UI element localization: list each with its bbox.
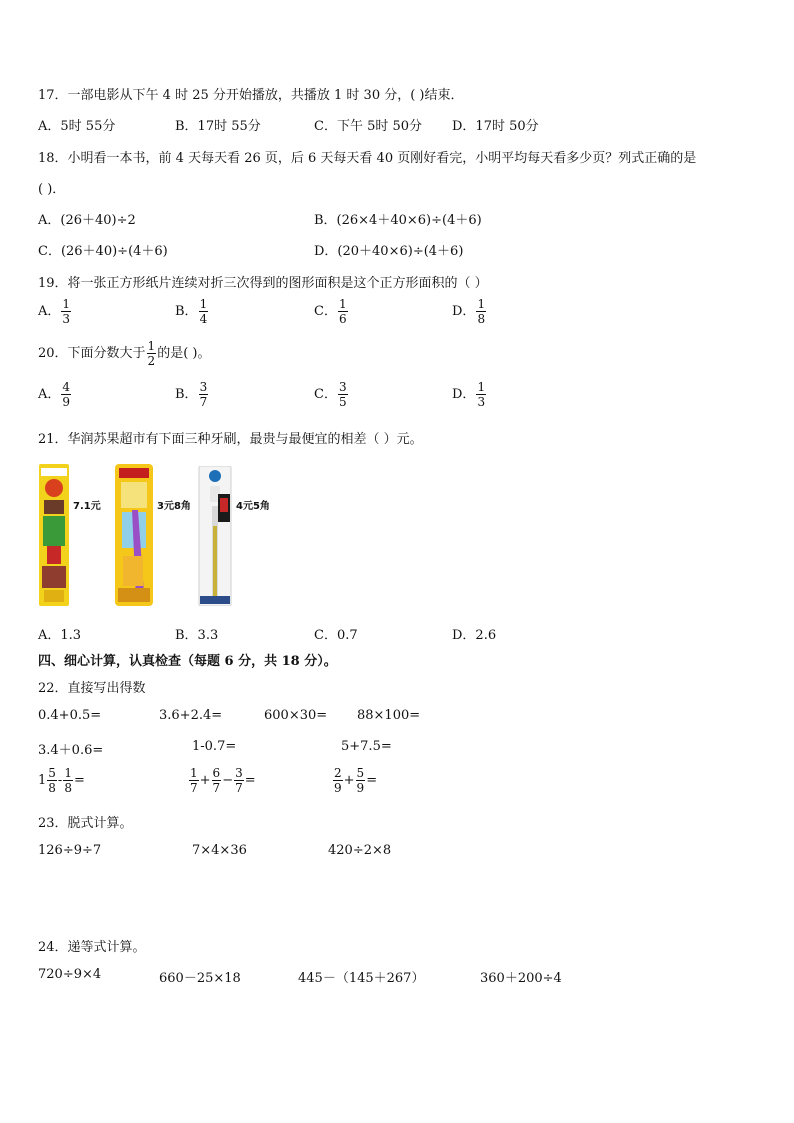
calc-item: 126÷9÷7 (38, 843, 102, 858)
toothbrush-package-2 (114, 464, 154, 606)
fraction (61, 381, 71, 408)
operator: − (222, 773, 234, 788)
numerator: 1 (62, 297, 71, 311)
q21-stem: 21．华润苏果超市有下面三种牙刷，最贵与最便宜的相差（ ）元。 (38, 432, 423, 447)
q19-option-d[interactable] (452, 298, 487, 325)
fraction (476, 298, 486, 325)
numerator: 1 (338, 297, 347, 311)
fraction (338, 381, 348, 408)
denominator: 7 (235, 781, 243, 795)
denominator: 4 (199, 312, 208, 326)
calc-item: 0.4+0.5= (38, 708, 102, 723)
numerator: 3 (235, 766, 243, 780)
q20-option-a[interactable] (38, 381, 72, 408)
fraction (199, 381, 209, 408)
calc-item: 3.4＋0.6= (38, 743, 104, 758)
q20-stem-text: 20．下面分数大于 (38, 346, 146, 361)
operator: + (343, 773, 355, 788)
q18-stem: 18．小明看一本书，前 4 天每天看 26 页，后 6 天每天看 40 页刚好看完，小明平均每天看多少页？列式正确的是 (38, 151, 697, 166)
fraction (212, 767, 222, 794)
q22-stem: 22．直接写出得数 (38, 681, 146, 696)
q20-stem-tail: 的是( )。 (157, 346, 211, 361)
calc-item: 420÷2×8 (328, 843, 392, 858)
fraction (189, 767, 199, 794)
denominator: 7 (199, 395, 208, 409)
numerator: 1 (147, 339, 156, 353)
denominator: 9 (62, 395, 71, 409)
numerator: 5 (48, 766, 56, 780)
option-letter: D． (452, 304, 476, 319)
option-letter: B． (175, 387, 198, 402)
denominator: 7 (212, 781, 221, 795)
q20-stem (38, 340, 210, 367)
option-letter: C． (314, 387, 337, 402)
numerator: 2 (334, 766, 342, 780)
equals: = (244, 773, 256, 788)
fraction (61, 298, 71, 325)
q19-option-a[interactable] (38, 298, 72, 325)
option-letter: A． (38, 387, 61, 402)
option-letter: A． (38, 304, 61, 319)
denominator: 8 (48, 781, 56, 795)
operator: + (199, 773, 211, 788)
toothbrush-price-1: 7.1元 (73, 501, 101, 512)
q20-option-d[interactable] (452, 381, 487, 408)
numerator: 1 (477, 380, 486, 394)
fraction (333, 767, 343, 794)
fraction (63, 767, 73, 794)
q21-option-b[interactable]: B．3.3 (175, 628, 219, 643)
numerator: 1 (199, 297, 208, 311)
calc-item: 720÷9×4 (38, 967, 102, 982)
fraction-calc-1 (38, 767, 85, 794)
q18-option-c[interactable]: C．(26＋40)÷(4＋6) (38, 244, 168, 259)
calc-item: 660－25×18 (159, 971, 241, 986)
q18-stem-blank: ( )． (38, 182, 66, 197)
equals: = (73, 773, 85, 788)
numerator: 1 (190, 766, 198, 780)
calc-item: 3.6+2.4= (159, 708, 223, 723)
denominator: 3 (477, 395, 486, 409)
calc-item: 445－（145＋267） (298, 971, 425, 986)
numerator: 4 (62, 380, 71, 394)
denominator: 8 (477, 312, 486, 326)
toothbrush-image-3 (198, 466, 232, 606)
option-letter: C． (314, 304, 337, 319)
option-letter: B． (175, 304, 198, 319)
q18-option-b[interactable]: B．(26×4＋40×6)÷(4＋6) (314, 213, 482, 228)
q23-stem: 23．脱式计算。 (38, 816, 133, 831)
calc-item: 88×100= (357, 708, 421, 723)
whole-number: 1 (38, 773, 47, 788)
denominator: 8 (64, 781, 72, 795)
q19-stem: 19．将一张正方形纸片连续对折三次得到的图形面积是这个正方形面积的（ ） (38, 276, 488, 291)
numerator: 3 (338, 380, 347, 394)
toothbrush-price-3: 4元5角 (236, 501, 270, 512)
calc-item: 7×4×36 (192, 843, 247, 858)
q21-option-c[interactable]: C．0.7 (314, 628, 358, 643)
numerator: 1 (477, 297, 486, 311)
toothbrush-price-2: 3元8角 (157, 501, 191, 512)
calc-item: 600×30= (264, 708, 328, 723)
toothbrush-image-1 (38, 464, 70, 606)
q24-stem: 24．递等式计算。 (38, 940, 146, 955)
q17-option-b[interactable]: B．17时 55分 (175, 119, 261, 134)
denominator: 9 (356, 781, 365, 795)
fraction (234, 767, 244, 794)
fraction (338, 298, 348, 325)
q21-option-a[interactable]: A．1.3 (38, 628, 82, 643)
denominator: 6 (338, 312, 347, 326)
numerator: 3 (199, 380, 208, 394)
q20-option-b[interactable] (175, 381, 209, 408)
denominator: 5 (338, 395, 347, 409)
fraction (199, 298, 209, 325)
denominator: 2 (147, 354, 156, 368)
q19-option-c[interactable] (314, 298, 349, 325)
calc-item: 5+7.5= (341, 739, 392, 754)
q18-option-a[interactable]: A．(26＋40)÷2 (38, 213, 136, 228)
q18-option-d[interactable]: D．(20＋40×6)÷(4＋6) (314, 244, 464, 259)
q17-option-a[interactable]: A．5时 55分 (38, 119, 116, 134)
section-heading: 四、细心计算，认真检查（每题 6 分，共 18 分）。 (38, 654, 337, 669)
option-letter: D． (452, 387, 476, 402)
fraction (356, 767, 366, 794)
toothbrush-package-3 (198, 466, 232, 606)
denominator: 7 (190, 781, 198, 795)
fraction-calc-2 (188, 767, 256, 794)
equals: = (366, 773, 378, 788)
calc-item: 1-0.7= (192, 739, 237, 754)
q17-option-d[interactable]: D．17时 50分 (452, 119, 539, 134)
numerator: 6 (212, 766, 221, 780)
numerator: 1 (64, 766, 72, 780)
q20-option-c[interactable] (314, 381, 349, 408)
toothbrush-image-2 (114, 464, 154, 606)
fraction-calc-3 (332, 767, 377, 794)
q19-option-b[interactable] (175, 298, 209, 325)
q17-option-c[interactable]: C．下午 5时 50分 (314, 119, 423, 134)
fraction (47, 767, 57, 794)
denominator: 3 (62, 312, 71, 326)
fraction (476, 381, 486, 408)
calc-item: 360＋200÷4 (480, 971, 562, 986)
fraction (147, 340, 157, 367)
operator: - (57, 773, 63, 788)
toothbrush-package-1 (38, 464, 70, 606)
q17-stem: 17．一部电影从下午 4 时 25 分开始播放，共播放 1 时 30 分，( )结束． (38, 88, 464, 103)
denominator: 9 (334, 781, 342, 795)
q21-option-d[interactable]: D．2.6 (452, 628, 497, 643)
numerator: 5 (356, 766, 365, 780)
